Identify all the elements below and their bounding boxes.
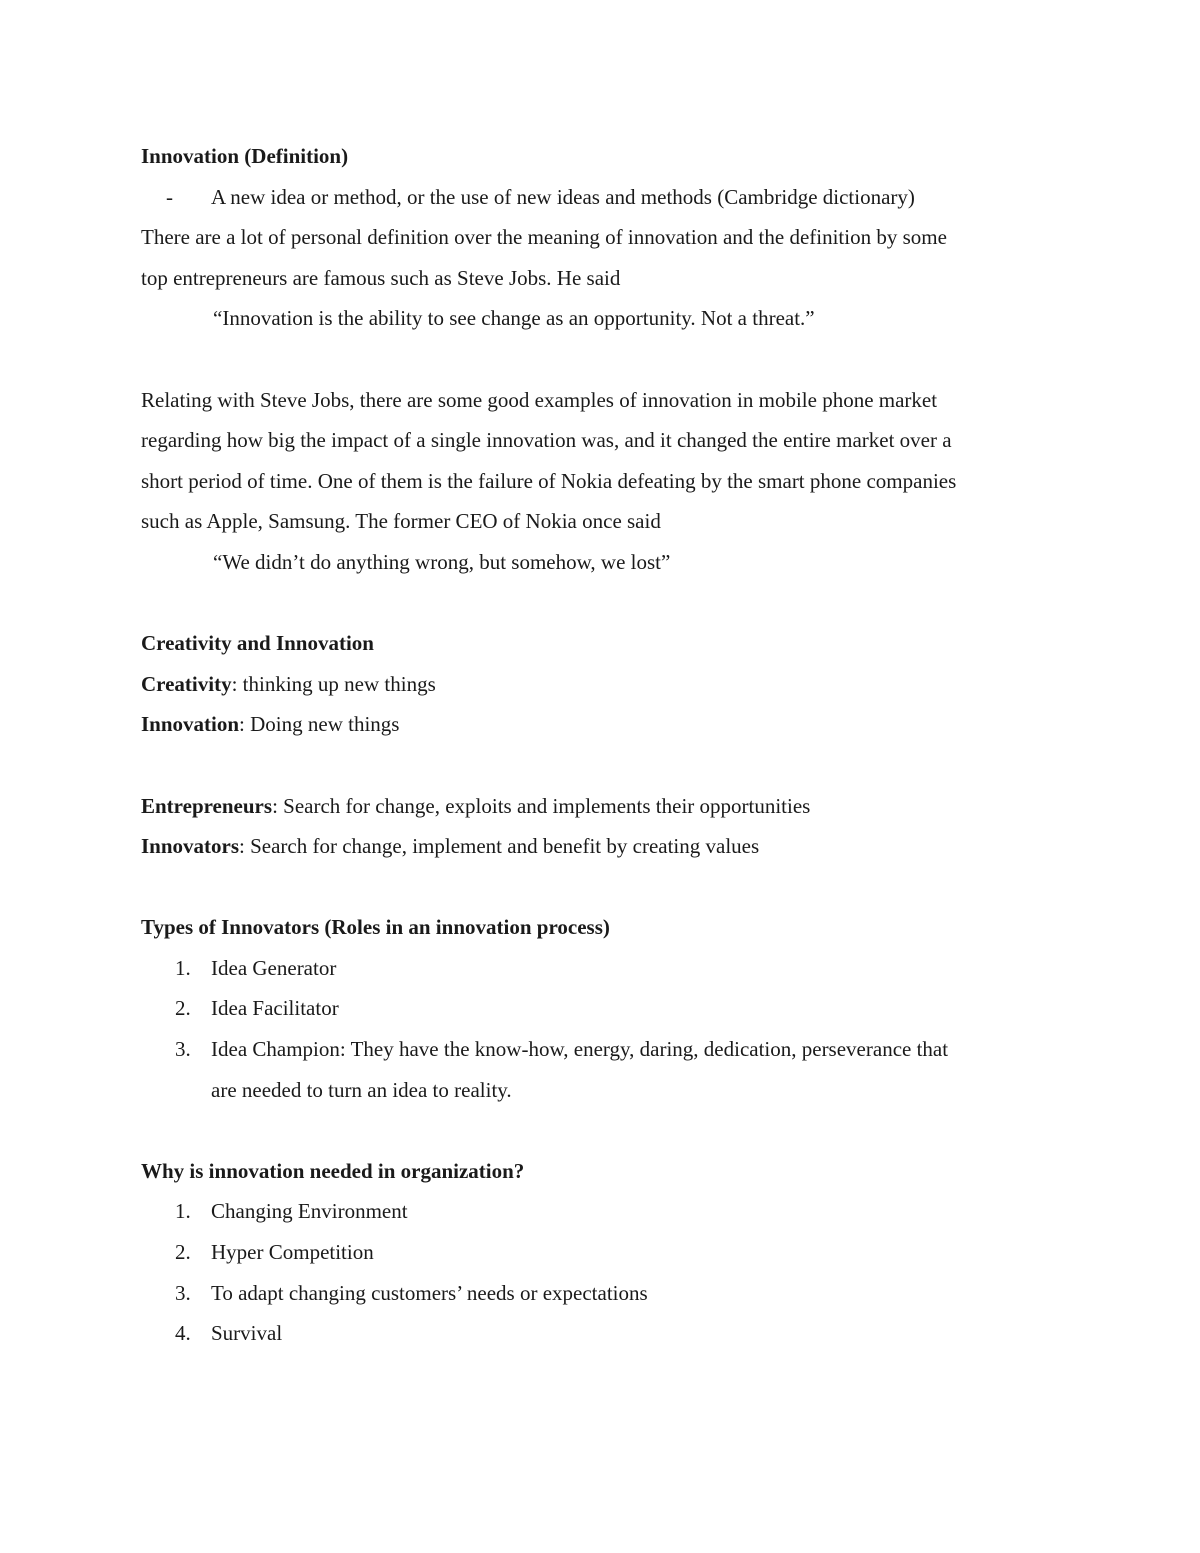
list-item <box>141 1273 1061 1314</box>
innovation-def-text: : Doing new things <box>239 712 400 737</box>
list-number: 2. <box>175 1240 191 1265</box>
list-number: 1. <box>175 955 191 980</box>
list-item <box>141 988 1061 1029</box>
spacer <box>141 745 1061 786</box>
spacer <box>141 339 1061 380</box>
entrepreneurs-def-text: : Search for change, exploits and implements their opportunities <box>272 793 811 818</box>
spacer <box>141 867 1061 908</box>
steve-jobs-quote: “Innovation is the ability to see change as an opportunity. Not a threat.” <box>213 306 815 331</box>
innovation-definition <box>141 704 1061 745</box>
innovators-def-text: : Search for change, implement and benefit by creating values <box>239 834 760 859</box>
list-number: 2. <box>175 996 191 1021</box>
spacer <box>141 583 1061 624</box>
creativity-def-text: : thinking up new things <box>231 671 436 696</box>
term-entrepreneurs: Entrepreneurs <box>141 793 273 818</box>
entrepreneurs-definition <box>141 786 1061 827</box>
paragraph-line: There are a lot of personal definition over the meaning of innovation and the definition by some <box>141 225 947 250</box>
list-number: 3. <box>175 1037 191 1062</box>
document-page <box>141 136 1061 1354</box>
list-item-text: Idea Facilitator <box>211 996 339 1021</box>
list-item <box>141 1232 1061 1273</box>
paragraph-line: regarding how big the impact of a single innovation was, and it changed the entire market over a <box>141 428 952 453</box>
term-creativity: Creativity <box>141 671 232 696</box>
heading-creativity-innovation: Creativity and Innovation <box>141 631 374 656</box>
definition-text: A new idea or method, or the use of new ideas and methods (Cambridge dictionary) <box>211 184 915 209</box>
list-item <box>141 948 1061 989</box>
list-number: 4. <box>175 1321 191 1346</box>
list-item-text: Hyper Competition <box>211 1240 374 1265</box>
heading-types-of-innovators: Types of Innovators (Roles in an innovation process) <box>141 915 610 940</box>
nokia-ceo-quote: “We didn’t do anything wrong, but somehow, we lost” <box>213 549 671 574</box>
list-item-text: To adapt changing customers’ needs or expectations <box>211 1280 648 1305</box>
term-innovators: Innovators <box>141 834 240 859</box>
heading-innovation-definition: Innovation (Definition) <box>141 144 349 168</box>
list-item <box>141 1029 1061 1070</box>
dash-marker: - <box>166 184 173 209</box>
paragraph-line: top entrepreneurs are famous such as Steve Jobs. He said <box>141 265 621 290</box>
list-item-text: Changing Environment <box>211 1199 408 1224</box>
spacer <box>141 1110 1061 1151</box>
heading-why-innovation-needed: Why is innovation needed in organization? <box>141 1158 525 1183</box>
paragraph-line: short period of time. One of them is the failure of Nokia defeating by the smart phone companies <box>141 468 957 493</box>
list-item-continuation: are needed to turn an idea to reality. <box>211 1077 512 1102</box>
list-item <box>141 1313 1061 1354</box>
list-item <box>141 1191 1061 1232</box>
list-item-text: Idea Generator <box>211 955 337 980</box>
definition-bullet <box>141 177 1061 218</box>
term-innovation: Innovation <box>141 712 240 737</box>
creativity-definition <box>141 664 1061 705</box>
list-item-text: Idea Champion: They have the know-how, energy, daring, dedication, perseverance that <box>211 1037 949 1062</box>
list-number: 1. <box>175 1199 191 1224</box>
innovators-definition <box>141 826 1061 867</box>
paragraph-line: such as Apple, Samsung. The former CEO of Nokia once said <box>141 509 661 534</box>
paragraph-line: Relating with Steve Jobs, there are some good examples of innovation in mobile phone market <box>141 387 938 412</box>
list-number: 3. <box>175 1280 191 1305</box>
list-item-text: Survival <box>211 1321 283 1346</box>
